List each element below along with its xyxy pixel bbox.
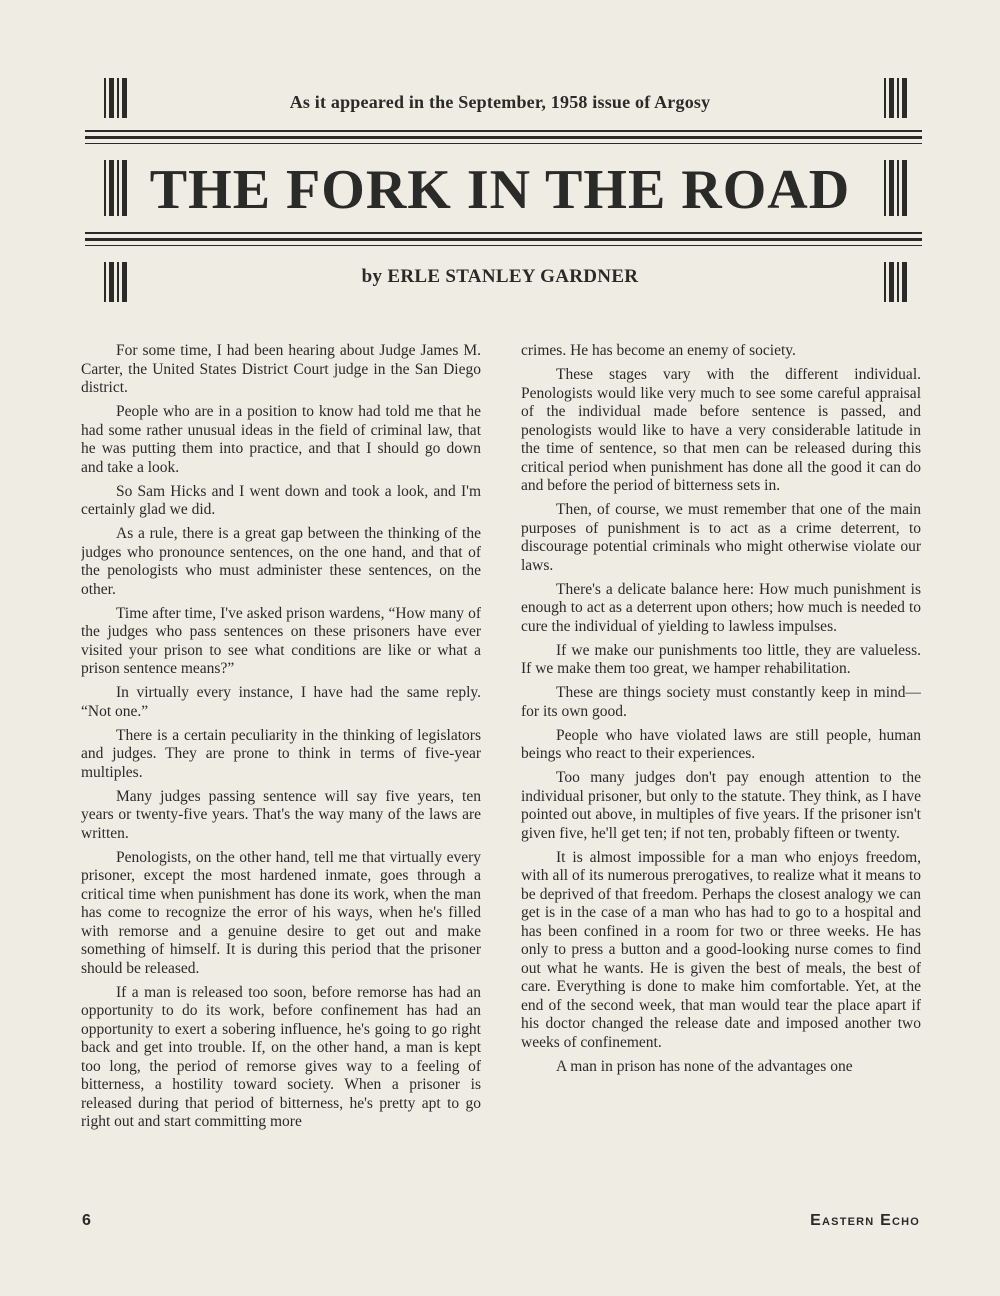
paragraph: For some time, I had been hearing about Judge James M. Carter, the United States District Court judge in the San Diego district. [81,342,481,396]
paragraph: There is a certain peculiarity in the thinking of legislators and judges. They are prone to think in terms of five-year multiples. [81,726,481,781]
paragraph: Then, of course, we must remember that one of the main purposes of punishment is to act as a crime deterrent, to discourage potential criminals who might otherwise violate our laws. [521,501,921,574]
article-byline: by ERLE STANLEY GARDNER [361,266,639,287]
paragraph: Too many judges don't pay enough attention to the individual prisoner, but only to the statute. They think, as I have pointed out above, in multiples of five years. If the prisoner isn't given five, he'll get ten; if not ten, probably fifteen or twenty. [521,769,921,842]
paragraph: Penologists, on the other hand, tell me that virtually every prisoner, except the most hardened inmate, goes through a critical time when punishment has done its work, when the man has come to recognize the error of his ways, when he's filled with remorse and a genuine desire to get out and make something of himself. It is during this period that the prisoner should be released. [81,848,481,977]
paragraph: A man in prison has none of the advantages one [556,1057,853,1075]
article-title: THE FORK IN THE ROAD [149,159,851,221]
ornament-bars-byline-left [104,262,127,302]
ornament-bars-top-left [104,78,127,118]
paragraph: These are things society must constantly keep in mind—for its own good. [521,684,921,720]
page-number: 6 [82,1212,91,1229]
paragraph: So Sam Hicks and I went down and took a look, and I'm certainly glad we did. [81,482,481,518]
paragraph: In virtually every instance, I have had the same reply. “Not one.” [81,684,481,720]
rule-bottom-thin [85,232,922,234]
rule-bottom-hairline [85,245,922,246]
ornament-bars-title-right [884,160,907,216]
ornament-bars-title-left [104,160,127,216]
paragraph: If a man is released too soon, before remorse has had an opportunity to do its work, before confinement has had an opportunity to exert a sobering influence, he's going to go right back and get into trouble. If, on the other hand, a man is kept too long, the period of remorse gives way to a feeling of bitterness, a hostility toward society. When a prisoner is released during that period of bitterness, he's pretty apt to go right out and start committing more [81,983,481,1130]
source-caption: As it appeared in the September, 1958 issue of Argosy [289,92,711,112]
paragraph: People who are in a position to know had told me that he had some rather unusual ideas in the field of criminal law, that he was putting them into practice, and that I should go down and take a look. [81,403,481,476]
ornament-bars-top-right [884,78,907,118]
article-column-left [81,342,481,1198]
paragraph: These stages vary with the different individual. Penologists would like very much to see some careful appraisal of the individual made before sentence is passed, and penologists would like to have a very considerable latitude in the time of sentence, so that men can be released during this critical period when punishment has done all the good it can do and before the period of bitterness sets in. [521,366,921,494]
paragraph: It is almost impossible for a man who enjoys freedom, with all of its numerous prerogatives, to realize what it means to be deprived of that freedom. Perhaps the closest analogy we can get is in the case of a man who has had to go to a hospital and has been confined in a room for two or three weeks. He has only to press a button and a good-looking nurse comes to find out what he wants. He is given the best of meals, the best of care. Everything is done to make him comfortable. Yet, at the end of the second week, that man would tear the place apart if his doctor changed the release date and imposed another two weeks of confinement. [521,848,921,1051]
paragraph: People who have violated laws are still people, human beings who react to their experiences. [521,726,921,762]
rule-top-thick [85,136,922,139]
rule-top-hairline [85,143,922,144]
rule-top-thin [85,130,922,132]
paragraph: Time after time, I've asked prison wardens, “How many of the judges who pass sentences on these prisoners have ever visited your prison to see what conditions are like or what a prison sentence means?” [81,604,481,677]
paragraph-continuation: crimes. He has become an enemy of society. [521,342,796,359]
rule-bottom-thick [85,238,922,241]
article-column-right [521,342,921,1198]
paragraph: Many judges passing sentence will say five years, ten years or twenty-five years. That's the way many of the laws are written. [81,787,481,842]
paragraph: If we make our punishments too little, they are valueless. If we make them too great, we hamper rehabilitation. [521,641,921,677]
paragraph: As a rule, there is a great gap between the thinking of the judges who pronounce sentences, on the one hand, and that of the penologists who must administer these sentences, on the other. [81,525,481,598]
ornament-bars-byline-right [884,262,907,302]
paragraph: There's a delicate balance here: How much punishment is enough to act as a deterrent upon others; how much is needed to cure the individual of yielding to lawless impulses. [521,580,921,635]
publication-name: Eastern Echo [810,1212,920,1229]
